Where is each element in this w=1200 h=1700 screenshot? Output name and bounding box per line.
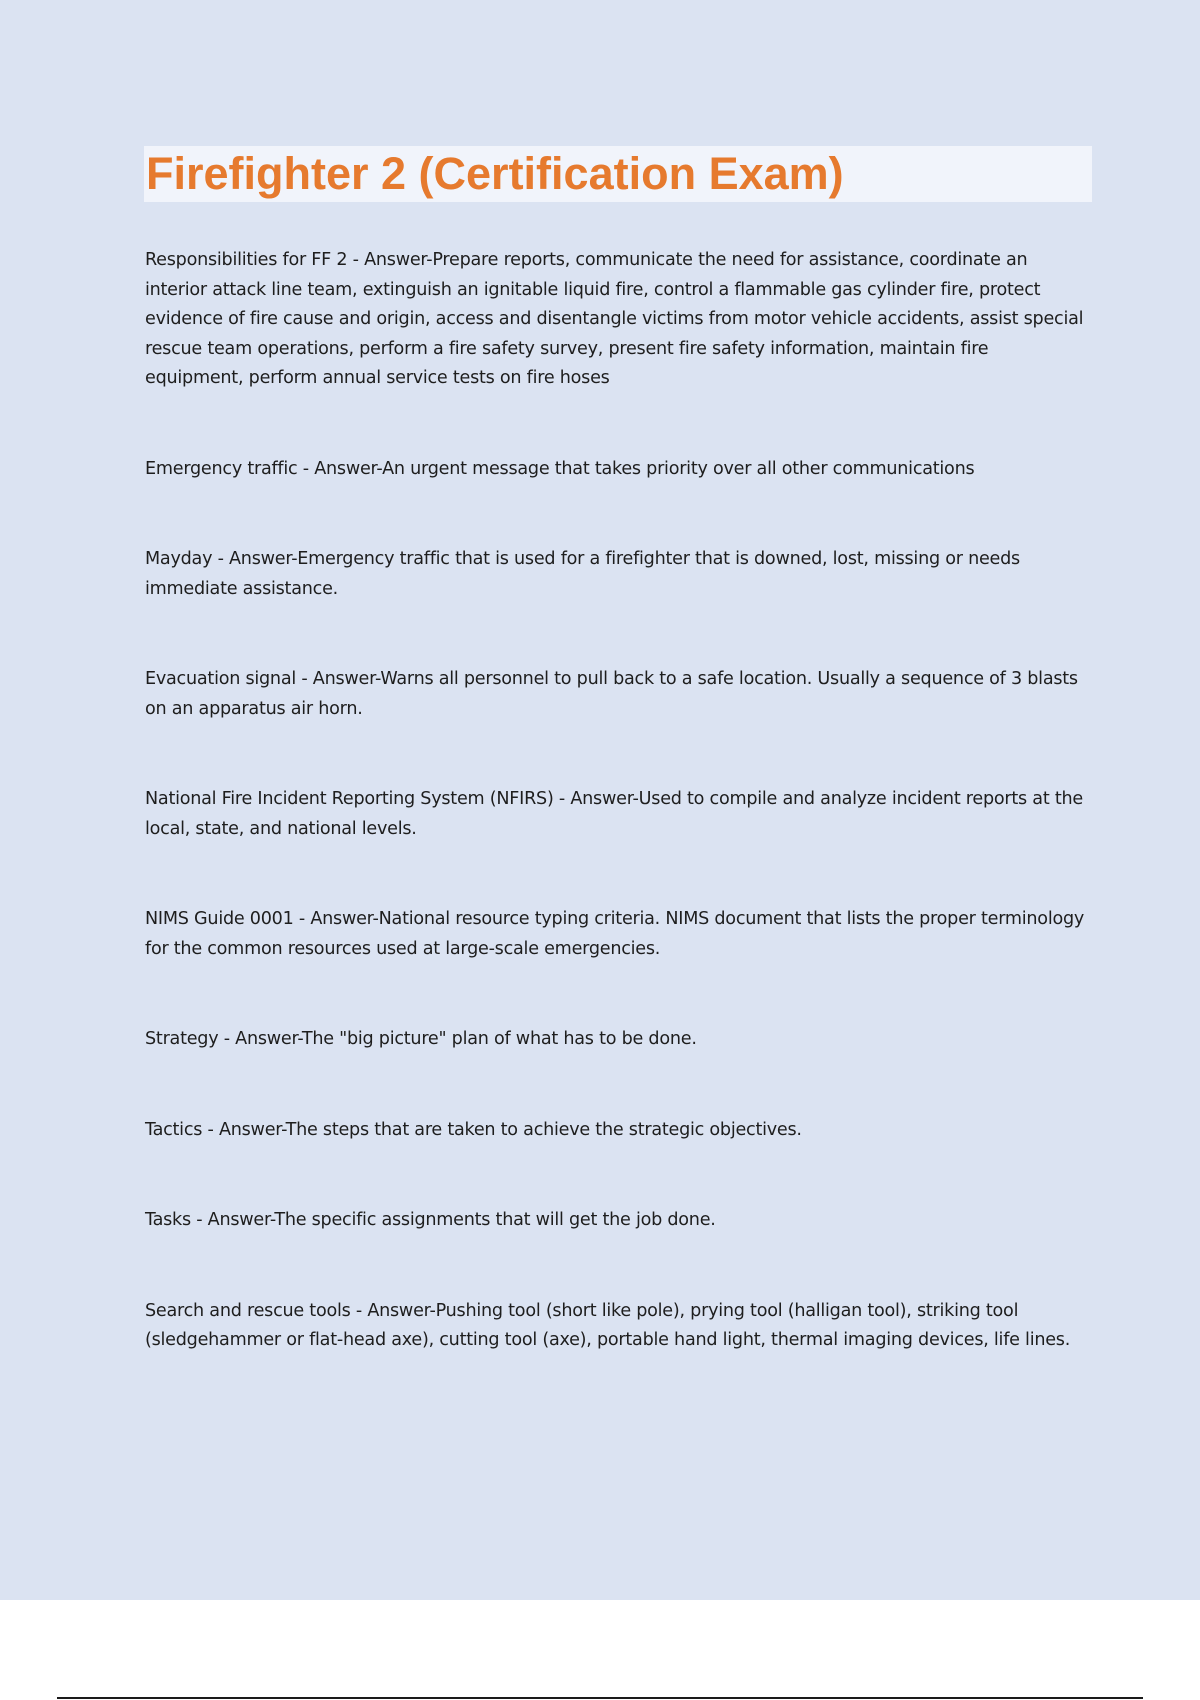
qa-list	[145, 246, 1085, 1417]
qa-item-nims-guide: NIMS Guide 0001 - Answer-National resource typing criteria. NIMS document that lists the proper terminology for the common resources used at large-scale emergencies.	[145, 909, 1085, 959]
qa-item-search-rescue-tools: Search and rescue tools - Answer-Pushing tool (short like pole), prying tool (halligan tool), striking tool (sledgehammer or flat-head axe), cutting tool (axe), portable hand light, thermal imaging devices, life lines.	[145, 1300, 1071, 1350]
qa-item-emergency-traffic: Emergency traffic - Answer-An urgent message that takes priority over all other communications	[145, 458, 975, 479]
footer-rule	[57, 1697, 1143, 1699]
qa-item-mayday: Mayday - Answer-Emergency traffic that is used for a firefighter that is downed, lost, missing or needs immediate assistance.	[145, 549, 1020, 599]
qa-item-tactics: Tactics - Answer-The steps that are taken to achieve the strategic objectives.	[145, 1119, 802, 1140]
qa-item-tasks: Tasks - Answer-The specific assignments that will get the job done.	[145, 1210, 716, 1230]
qa-item-strategy: Strategy - Answer-The "big picture" plan of what has to be done.	[145, 1029, 697, 1049]
qa-item-evacuation-signal: Evacuation signal - Answer-Warns all personnel to pull back to a safe location. Usually a sequence of 3 blasts on an apparatus air horn.	[145, 669, 1078, 719]
document-title: Firefighter 2 (Certification Exam)	[146, 148, 844, 199]
qa-item-nfirs: National Fire Incident Reporting System (NFIRS) - Answer-Used to compile and analyze incident reports at the local, state, and national levels.	[145, 789, 1083, 839]
qa-item-responsibilities: Responsibilities for FF 2 - Answer-Prepare reports, communicate the need for assistance, coordinate an interior attack line team, extinguish an ignitable liquid fire, control a flammable gas cylinder fire, protect evidence of fire cause and origin, access and disentangle victims from motor vehicle accidents, assist special rescue team operations, perform a fire safety survey, present fire safety information, maintain fire equipment, perform annual service tests on fire hoses	[145, 250, 1084, 388]
